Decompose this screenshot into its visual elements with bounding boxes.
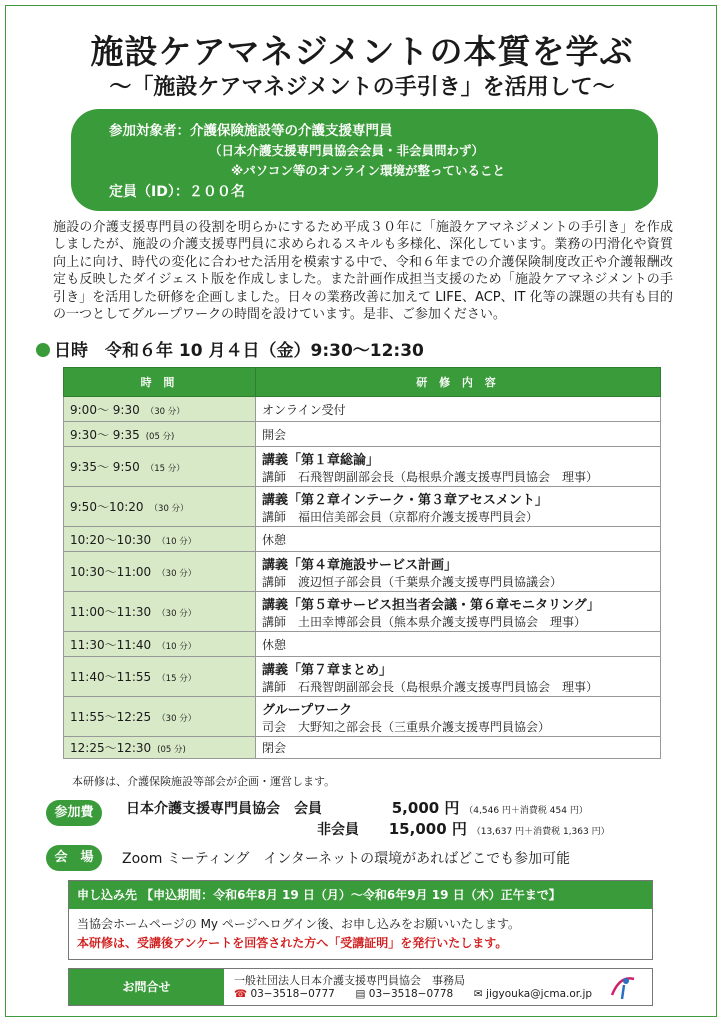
schedule-content-cell xyxy=(256,487,661,527)
mail-icon: ✉ xyxy=(473,988,483,1000)
schedule-duration: （30 分） xyxy=(157,569,197,579)
schedule-item: 講義「第４章施設サービス計画」 xyxy=(262,557,458,573)
fee-member-tax: （4,546 円＋消費税 454 円） xyxy=(464,806,588,816)
page-subtitle: 〜「施設ケアマネジメントの手引き」を活用して〜 xyxy=(109,75,615,100)
schedule-time: 9:00〜 9:30 xyxy=(70,402,140,417)
schedule-duration: （10 分） xyxy=(157,641,197,652)
schedule-row xyxy=(64,632,661,657)
schedule-row xyxy=(64,657,661,697)
fee-nonmember xyxy=(317,818,610,839)
schedule-time: 11:30〜11:40 xyxy=(70,637,152,652)
schedule-header-time: 時 間 xyxy=(64,368,256,397)
schedule-item: 休憩 xyxy=(262,532,287,547)
schedule-item: 講義「第５章サービス担当者会議・第６章モニタリング」 xyxy=(262,597,600,613)
association-logo-icon xyxy=(606,973,640,1003)
venue-text: Zoom ミーティング インターネットの環境があればどこでも参加可能 xyxy=(122,851,571,867)
schedule-time-cell xyxy=(64,397,256,422)
schedule-item: 開会 xyxy=(262,427,287,442)
certificate-notice: 本研修は、受講後アンケートを回答された方へ「受講証明」を発行いたします。 xyxy=(77,936,508,950)
phone-icon: ☎ xyxy=(234,988,248,1000)
schedule-lecturer: 講師 土田幸博部会員（熊本県介護支援専門員協会 理事） xyxy=(262,614,587,629)
schedule-item: 休憩 xyxy=(262,637,287,652)
application-box xyxy=(68,880,653,960)
application-period: 申し込み先 【申込期間：令和6年8月 19 日（月）〜令和6年9月 19 日（木）正午まで】 xyxy=(69,881,652,909)
schedule-content-cell xyxy=(256,397,661,422)
schedule-duration: （30 分） xyxy=(145,406,185,417)
schedule-lecturer: 講師 渡辺恒子部会員（千葉県介護支援専門員協議会） xyxy=(262,574,563,589)
fee-label: 参加費 xyxy=(46,800,102,826)
intro-text: 施設の介護支援専門員の役割を明らかにするため平成３０年に「施設ケアマネジメントの手引き」を作成しましたが、施設の介護支援専門員に求められるスキルも多様化、深化しています。業務の円滑化や資質向上に向け、時代の変化に合わせた活用を模索する中で、令和６年までの介護保険制度改正や介護報酬改定も反映したダイジェスト版を作成しました。また計画作成担当支援のため「施設ケアマネジメントの手引き」を活用した研修を企画しました。日々の業務改善に加えて LIFE、ACP、IT 化等の課題の共有も目的の一つとしてグループワークの時間を設けています。是非、ご参加ください。 xyxy=(53,220,673,323)
contact-fax: 03−3518−0778 xyxy=(368,988,454,1000)
schedule-item: 講義「第１章総論」 xyxy=(262,452,380,468)
contact-org: 一般社団法人日本介護支援専門員協会 事務局 xyxy=(234,974,465,987)
application-instructions: 当協会ホームページの My ページへログイン後、お申し込みをお願いいたします。 xyxy=(77,917,521,931)
schedule-content-cell xyxy=(256,527,661,552)
page-title: 施設ケアマネジメントの本質を学ぶ xyxy=(90,32,634,71)
schedule-time-cell xyxy=(64,632,256,657)
fax-icon: ▤ xyxy=(355,988,366,1000)
schedule-time: 11:55〜12:25 xyxy=(70,710,152,724)
contact-box xyxy=(68,968,653,1006)
schedule-row xyxy=(64,422,661,447)
schedule-content-cell xyxy=(256,737,661,759)
schedule-content-cell xyxy=(256,447,661,487)
schedule-duration: （30 分） xyxy=(157,714,197,724)
schedule-lecturer: 講師 石飛智朗副部会長（島根県介護支援専門員協会 理事） xyxy=(262,679,599,694)
schedule-header-content: 研 修 内 容 xyxy=(256,368,661,397)
fee-member xyxy=(126,797,588,818)
bullet-dot xyxy=(36,343,50,357)
schedule-item: グループワーク xyxy=(262,702,352,718)
schedule-time-cell xyxy=(64,697,256,737)
schedule-row xyxy=(64,697,661,737)
schedule-time-cell xyxy=(64,592,256,632)
schedule-duration: （15 分） xyxy=(145,464,185,474)
schedule-time: 9:50〜10:20 xyxy=(70,500,144,514)
schedule-table xyxy=(63,367,661,759)
fee-nonmember-price: 15,000 円 xyxy=(388,820,467,838)
schedule-time: 12:25〜12:30 xyxy=(70,741,152,755)
schedule-row xyxy=(64,592,661,632)
schedule-content-cell xyxy=(256,552,661,592)
event-date-text: 日時 令和６年 10 月４日（金）9:30〜12:30 xyxy=(54,341,424,361)
schedule-item: 閉会 xyxy=(262,741,287,755)
schedule-time-cell xyxy=(64,552,256,592)
contact-label: お問合せ xyxy=(69,969,224,1005)
target-capacity: 定員（ID）：２００名 xyxy=(109,184,245,200)
contact-details xyxy=(234,988,592,1000)
contact-tel: 03−3518−0777 xyxy=(250,988,335,1000)
fee-member-label: 日本介護支援専門員協会 会員 xyxy=(126,801,322,817)
schedule-time: 10:30〜11:00 xyxy=(70,565,152,579)
schedule-content-cell xyxy=(256,697,661,737)
schedule-header-row xyxy=(64,368,661,397)
schedule-time-cell xyxy=(64,737,256,759)
target-box xyxy=(71,109,658,211)
schedule-time-cell xyxy=(64,487,256,527)
schedule-duration: （10 分） xyxy=(157,536,197,547)
schedule-duration: (05 分) xyxy=(157,745,186,755)
schedule-time: 11:40〜11:55 xyxy=(70,670,152,684)
schedule-row xyxy=(64,552,661,592)
schedule-time: 10:20〜10:30 xyxy=(70,532,152,547)
schedule-duration: （30 分） xyxy=(157,609,197,619)
schedule-time-cell xyxy=(64,447,256,487)
schedule-duration: （15 分） xyxy=(157,674,197,684)
schedule-row xyxy=(64,487,661,527)
schedule-time: 9:30〜 9:35 xyxy=(70,427,140,442)
target-requirement: ※パソコン等のオンライン環境が整っていること xyxy=(231,163,506,178)
schedule-content-cell xyxy=(256,657,661,697)
schedule-time: 11:00〜11:30 xyxy=(70,605,152,619)
schedule-row xyxy=(64,397,661,422)
schedule-row xyxy=(64,737,661,759)
schedule-item: 講義「第７章まとめ」 xyxy=(262,662,393,678)
schedule-content-cell xyxy=(256,422,661,447)
event-date xyxy=(36,336,424,361)
schedule-row xyxy=(64,447,661,487)
schedule-content-cell xyxy=(256,632,661,657)
fee-nonmember-label: 非会員 xyxy=(317,822,359,838)
schedule-lecturer: 司会 大野知之部会長（三重県介護支援専門員協会） xyxy=(262,719,551,734)
organizer-note: 本研修は、介護保険施設等部会が企画・運営します。 xyxy=(72,775,336,788)
schedule-time-cell xyxy=(64,657,256,697)
fee-nonmember-tax: （13,637 円＋消費税 1,363 円） xyxy=(471,827,610,837)
target-membership: （日本介護支援専門員協会会員・非会員問わず） xyxy=(209,143,485,158)
target-audience: 参加対象者：介護保険施設等の介護支援専門員 xyxy=(109,123,393,139)
schedule-lecturer: 講師 福田信美部会員（京都府介護支援専門員会） xyxy=(262,509,539,524)
venue-label: 会 場 xyxy=(46,845,102,871)
schedule-time-cell xyxy=(64,422,256,447)
contact-email[interactable]: jigyouka@jcma.or.jp xyxy=(486,988,593,1000)
schedule-item: オンライン受付 xyxy=(262,402,346,417)
schedule-lecturer: 講師 石飛智朗副部会長（島根県介護支援専門員協会 理事） xyxy=(262,469,599,484)
schedule-row xyxy=(64,527,661,552)
schedule-duration: (05 分) xyxy=(145,431,175,442)
schedule-duration: （30 分） xyxy=(149,504,189,514)
schedule-content-cell xyxy=(256,592,661,632)
fee-member-price: 5,000 円 xyxy=(391,799,460,817)
schedule-time: 9:35〜 9:50 xyxy=(70,460,140,474)
schedule-time-cell xyxy=(64,527,256,552)
schedule-item: 講義「第２章インテーク・第３章アセスメント」 xyxy=(262,492,548,508)
